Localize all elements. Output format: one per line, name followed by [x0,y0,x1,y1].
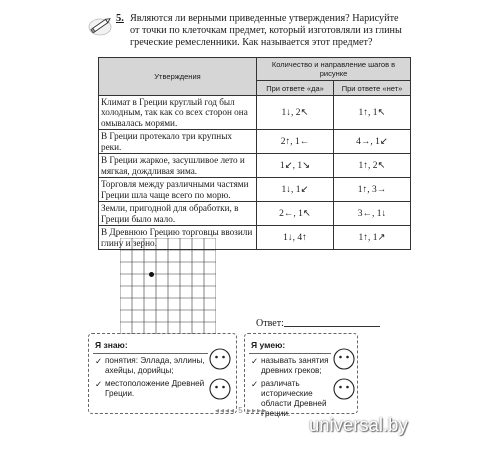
know-heading: Я знаю: [95,340,128,350]
table-row [99,202,411,226]
check-icon: ✓ [95,356,103,366]
divider [93,353,208,354]
header-statements: Утверждения [99,58,257,96]
yes-cell: 1↙, 1↘ [257,154,334,178]
check-icon: ✓ [95,379,103,389]
divider [249,353,331,354]
no-cell: 1↑, 3→ [334,178,411,202]
statements-table [98,57,411,250]
table-row [99,130,411,154]
answer-line[interactable] [284,326,380,327]
header-yes: При ответе «да» [257,81,334,96]
watermark: universal.by [309,414,408,435]
answer-label: Ответ: [256,318,284,329]
page-number: ◂◂◂◂ 5 ▸▸▸▸ [215,406,268,415]
can-item: называть занятия древних греков; [261,356,329,375]
start-point [149,272,154,277]
no-cell: 1↑, 1↖ [334,96,411,130]
smiley-face-icon[interactable] [333,378,355,400]
yes-cell: 2←, 1↖ [257,202,334,226]
know-item: местоположение Древней Греции. [105,379,205,398]
can-heading: Я умею: [251,340,286,350]
yes-cell: 1↓, 4↑ [257,226,334,250]
table-row [99,96,411,130]
can-item: различать исторические области Древней Греции. [261,379,327,418]
header-no: При ответе «нет» [334,81,411,96]
statement-cell: В Греции протекало три крупных реки. [99,130,257,154]
smiley-face-icon[interactable] [209,378,231,400]
know-item: понятия: Эллада, эллины, ахейцы, дорийцы; [105,356,205,375]
table-row [99,178,411,202]
statement-cell: Земли, пригодной для обработки, в Греции было мало. [99,202,257,226]
yes-cell: 1↓, 1↙ [257,178,334,202]
header-steps: Количество и направление шагов в рисунке [257,58,411,81]
smiley-face-icon[interactable] [209,348,231,370]
statement-cell: Климат в Греции круглый год был холодным, так как со всех сторон она омывалась морями. [99,96,257,130]
statement-cell: Торговля между различными частями Греции шла чаще всего по морю. [99,178,257,202]
drawing-grid[interactable] [120,238,216,334]
check-icon: ✓ [251,356,259,366]
no-cell: 1↑, 2↖ [334,154,411,178]
table-row [99,154,411,178]
yes-cell: 2↑, 1← [257,130,334,154]
statement-cell: В Греции жаркое, засушливое лето и мягкая, дождливая зима. [99,154,257,178]
can-box [244,333,358,418]
no-cell: 1↑, 1↗ [334,226,411,250]
no-cell: 4→, 1↙ [334,130,411,154]
task-number: 5. [116,13,124,24]
statement-cell: В Древнюю Грецию торговцы ввозили глину и зерно. [99,226,257,250]
smiley-face-icon[interactable] [333,348,355,370]
know-box [88,333,237,414]
task-text: Являются ли верными приведенные утверждения? Нарисуйте от точки по клеточкам предмет, который изготовляли из глины греческие ремесленники. Как называется этот предмет? [130,13,402,48]
yes-cell: 1↓, 2↖ [257,96,334,130]
pencil-icon [88,14,114,36]
check-icon: ✓ [251,379,259,389]
no-cell: 3←, 1↓ [334,202,411,226]
